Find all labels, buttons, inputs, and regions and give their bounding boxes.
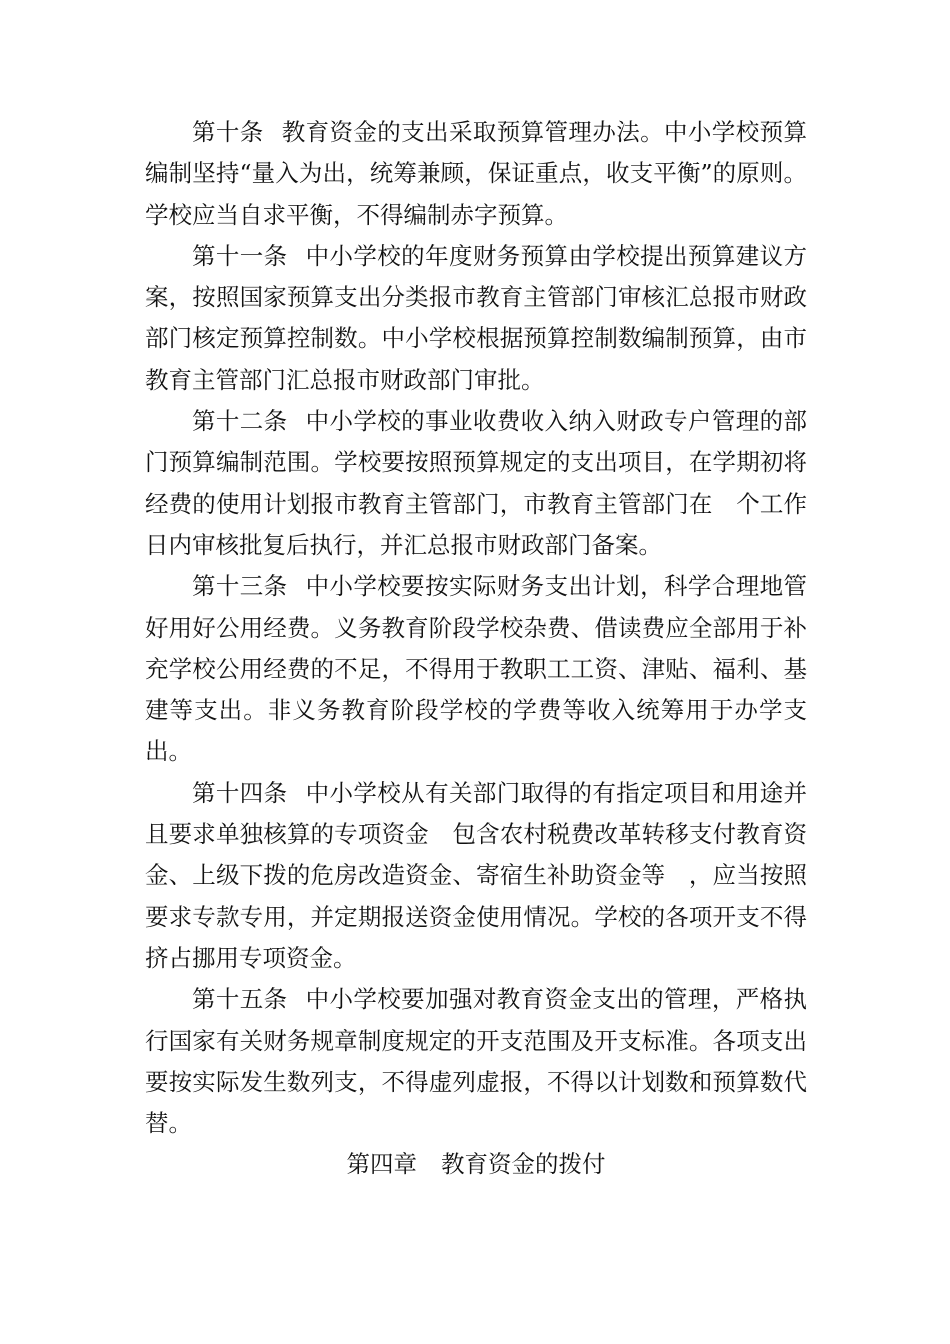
chapter-heading bbox=[145, 1144, 807, 1185]
article-11 bbox=[145, 236, 807, 401]
article-text: 中小学校从有关部门取得的有指定项目和用途并且要求单独核算的专项资金 包含农村税费改革转移支付教育资金、上级下拨的危房改造资金、寄宿生补助资金等 ，应当按照要求专款专用，并定期报送资金使用情况。学校的各项开支不得挤占挪用专项资金。 bbox=[145, 778, 808, 972]
chapter-title: 教育资金的拨付 bbox=[441, 1150, 606, 1179]
article-number: 第十三条 bbox=[192, 572, 288, 601]
article-number: 第十二条 bbox=[192, 407, 288, 436]
article-14 bbox=[145, 773, 807, 979]
article-text: 中小学校要加强对教育资金支出的管理，严格执行国家有关财务规章制度规定的开支范围及开支标准。各项支出要按实际发生数列支，不得虚列虚报，不得以计划数和预算数代替。 bbox=[145, 985, 808, 1138]
document-page bbox=[145, 112, 807, 1186]
article-number: 第十一条 bbox=[192, 241, 288, 270]
article-number: 第十五条 bbox=[192, 985, 288, 1014]
article-15 bbox=[145, 979, 807, 1144]
article-text: 中小学校的年度财务预算由学校提出预算建议方案，按照国家预算支出分类报市教育主管部门审核汇总报市财政部门核定预算控制数。中小学校根据预算控制数编制预算，由市教育主管部门汇总报市财政部门审批。 bbox=[145, 241, 808, 394]
chapter-number: 第四章 bbox=[346, 1150, 417, 1179]
article-13 bbox=[145, 566, 807, 772]
article-number: 第十条 bbox=[192, 118, 264, 146]
article-text: 中小学校要按实际财务支出计划，科学合理地管好用好公用经费。义务教育阶段学校杂费、借读费应全部用于补充学校公用经费的不足，不得用于教职工工资、津贴、福利、基建等支出。非义务教育阶段学校的学费等收入统筹用于办学支出。 bbox=[145, 572, 808, 766]
article-text: 教育资金的支出采取预算管理办法。中小学校预算编制坚持“量入为出，统筹兼顾，保证重点，收支平衡”的原则。学校应当自求平衡，不得编制赤字预算。 bbox=[145, 118, 807, 229]
article-text: 中小学校的事业收费收入纳入财政专户管理的部门预算编制范围。学校要按照预算规定的支出项目，在学期初将经费的使用计划报市教育主管部门，市教育主管部门在 个工作日内审核批复后执行，并汇总报市财政部门备案。 bbox=[145, 407, 808, 559]
article-10 bbox=[145, 112, 807, 236]
article-number: 第十四条 bbox=[192, 778, 288, 807]
article-12 bbox=[145, 401, 807, 566]
